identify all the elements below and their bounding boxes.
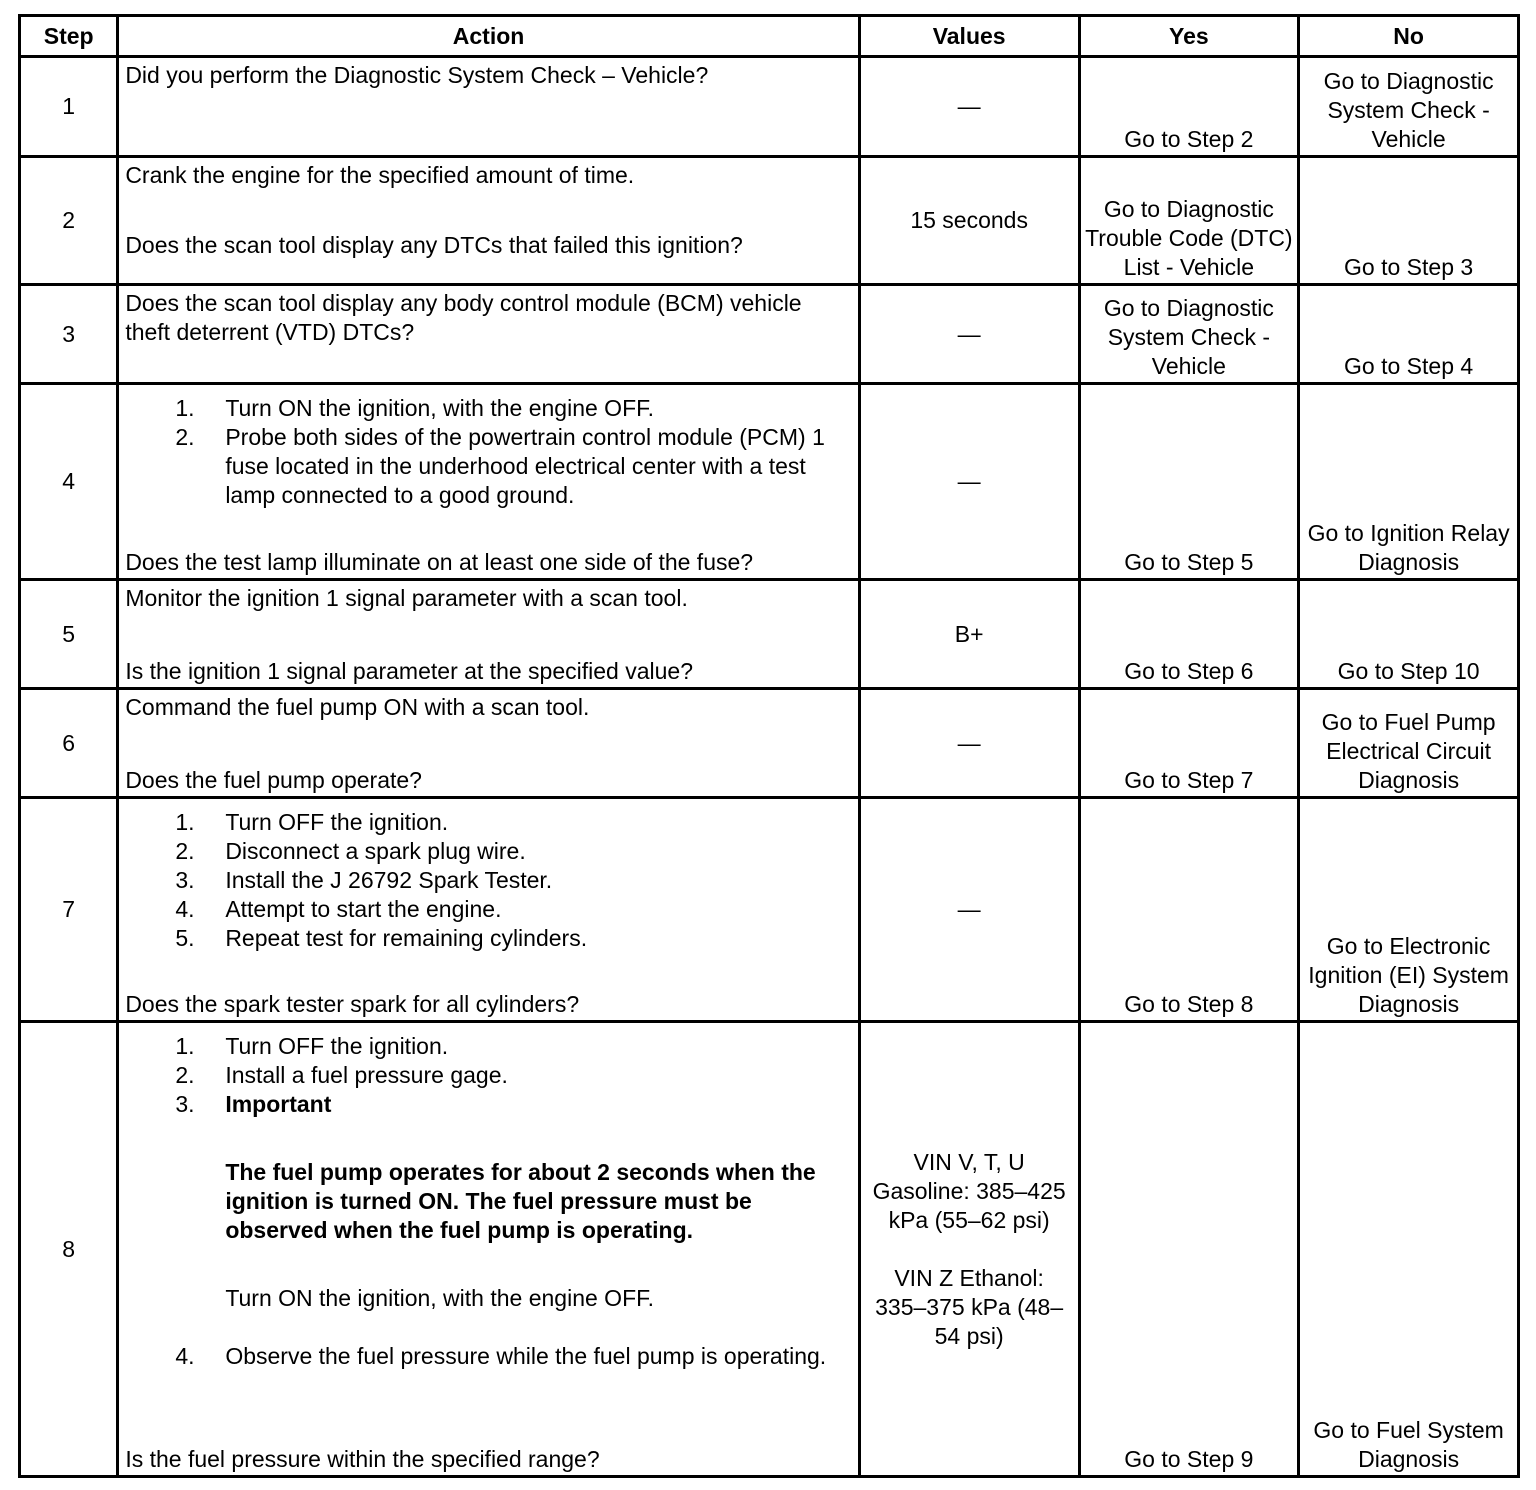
values-cell: [859, 1022, 1079, 1477]
action-question: Does the test lamp illuminate on at least one side of the fuse?: [125, 549, 754, 575]
step-number: 2: [20, 157, 118, 285]
action-steps: [125, 394, 851, 510]
values-cell: —: [859, 689, 1079, 798]
yes-cell: Go to Step 9: [1079, 1022, 1299, 1477]
item-text: Disconnect a spark plug wire.: [225, 838, 526, 864]
action-text: Command the fuel pump ON with a scan tool.: [125, 694, 590, 720]
no-cell: Go to Step 4: [1299, 285, 1519, 384]
list-item: [125, 1090, 851, 1342]
table-row: [20, 580, 1519, 689]
header-no: No: [1299, 16, 1519, 57]
item-text: [225, 1090, 851, 1342]
action-cell: [118, 798, 859, 1022]
action-question: Does the spark tester spark for all cylinders?: [125, 991, 580, 1017]
no-cell: Go to Step 10: [1299, 580, 1519, 689]
table-row: [20, 798, 1519, 1022]
step-number: 7: [20, 798, 118, 1022]
action-cell: [118, 580, 859, 689]
item-text: Observe the fuel pressure while the fuel pump is operating.: [225, 1343, 827, 1369]
item-number: 1.: [175, 809, 195, 835]
item-text: Turn OFF the ignition.: [225, 809, 449, 835]
table-row: [20, 689, 1519, 798]
item-text: Attempt to start the engine.: [225, 896, 502, 922]
list-item: [125, 866, 851, 895]
list-item: [125, 808, 851, 837]
no-cell: Go to Fuel Pump Electrical Circuit Diagnosis: [1299, 689, 1519, 798]
table-row: [20, 157, 1519, 285]
action-text: Monitor the ignition 1 signal parameter with a scan tool.: [125, 585, 688, 611]
item-text: Repeat test for remaining cylinders.: [225, 925, 588, 951]
item-number: 5.: [175, 925, 195, 951]
item-text: Turn OFF the ignition.: [225, 1033, 449, 1059]
header-values: Values: [859, 16, 1079, 57]
item-number: 3.: [175, 1091, 195, 1117]
action-question: Does the scan tool display any DTCs that failed this ignition?: [125, 232, 743, 258]
yes-cell: Go to Step 5: [1079, 384, 1299, 580]
no-cell: Go to Fuel System Diagnosis: [1299, 1022, 1519, 1477]
step-number: 6: [20, 689, 118, 798]
values-cell: 15 seconds: [859, 157, 1079, 285]
important-note: The fuel pump operates for about 2 seconds when the ignition is turned ON. The fuel pressure must be observed when the fuel pump is operating.: [225, 1159, 816, 1243]
values-gasoline: VIN V, T, U Gasoline: 385–425 kPa (55–62 psi): [872, 1148, 1066, 1233]
action-cell: [118, 157, 859, 285]
item-number: 4.: [175, 1343, 195, 1369]
action-question: Does the fuel pump operate?: [125, 767, 422, 793]
values-cell: —: [859, 57, 1079, 157]
item-subtext: Turn ON the ignition, with the engine OFF.: [225, 1285, 655, 1311]
yes-cell: Go to Step 6: [1079, 580, 1299, 689]
yes-cell: Go to Step 8: [1079, 798, 1299, 1022]
values-ethanol: VIN Z Ethanol: 335–375 kPa (48–54 psi): [875, 1264, 1064, 1349]
header-row: [20, 16, 1519, 57]
header-step: Step: [20, 16, 118, 57]
action-steps: [125, 1032, 851, 1371]
item-number: 1.: [175, 395, 195, 421]
item-text: Install the J 26792 Spark Tester.: [225, 867, 553, 893]
values-cell: B+: [859, 580, 1079, 689]
action-question: Is the ignition 1 signal parameter at the specified value?: [125, 658, 693, 684]
no-cell: Go to Ignition Relay Diagnosis: [1299, 384, 1519, 580]
list-item: [125, 1342, 851, 1371]
item-number: 1.: [175, 1033, 195, 1059]
values-cell: —: [859, 384, 1079, 580]
important-title: Important: [225, 1091, 332, 1117]
action-cell: [118, 1022, 859, 1477]
yes-cell: Go to Step 2: [1079, 57, 1299, 157]
step-number: 5: [20, 580, 118, 689]
header-yes: Yes: [1079, 16, 1299, 57]
list-item: [125, 837, 851, 866]
table-row: [20, 1022, 1519, 1477]
table-row: [20, 57, 1519, 157]
diagnostic-table: [18, 14, 1520, 1478]
item-number: 4.: [175, 896, 195, 922]
list-item: [125, 895, 851, 924]
action-text: Does the scan tool display any body control module (BCM) vehicle theft deterrent (VTD) DTCs?: [125, 290, 802, 345]
yes-cell: Go to Diagnostic System Check - Vehicle: [1079, 285, 1299, 384]
yes-cell: Go to Step 7: [1079, 689, 1299, 798]
item-number: 2.: [175, 1062, 195, 1088]
list-item: [125, 1032, 851, 1061]
header-action: Action: [118, 16, 859, 57]
no-cell: Go to Step 3: [1299, 157, 1519, 285]
list-item: [125, 423, 851, 510]
item-number: 3.: [175, 867, 195, 893]
action-text: Crank the engine for the specified amount of time.: [125, 162, 635, 188]
item-number: 2.: [175, 424, 195, 450]
yes-cell: Go to Diagnostic Trouble Code (DTC) List - Vehicle: [1079, 157, 1299, 285]
values-cell: —: [859, 285, 1079, 384]
step-number: 1: [20, 57, 118, 157]
step-number: 8: [20, 1022, 118, 1477]
item-number: 2.: [175, 838, 195, 864]
table-row: [20, 285, 1519, 384]
action-cell: [118, 689, 859, 798]
step-number: 4: [20, 384, 118, 580]
action-cell: [118, 57, 859, 157]
action-cell: [118, 384, 859, 580]
action-steps: [125, 808, 851, 953]
no-cell: Go to Diagnostic System Check - Vehicle: [1299, 57, 1519, 157]
values-cell: —: [859, 798, 1079, 1022]
action-cell: [118, 285, 859, 384]
no-cell: Go to Electronic Ignition (EI) System Diagnosis: [1299, 798, 1519, 1022]
step-number: 3: [20, 285, 118, 384]
item-text: Install a fuel pressure gage.: [225, 1062, 508, 1088]
item-text: Probe both sides of the powertrain control module (PCM) 1 fuse located in the underhood electrical center with a test lamp connected to a good ground.: [225, 424, 825, 508]
table-row: [20, 384, 1519, 580]
item-text: Turn ON the ignition, with the engine OFF.: [225, 395, 655, 421]
list-item: [125, 394, 851, 423]
action-text: Did you perform the Diagnostic System Check – Vehicle?: [125, 62, 709, 88]
list-item: [125, 1061, 851, 1090]
list-item: [125, 924, 851, 953]
action-question: Is the fuel pressure within the specified range?: [125, 1446, 600, 1472]
